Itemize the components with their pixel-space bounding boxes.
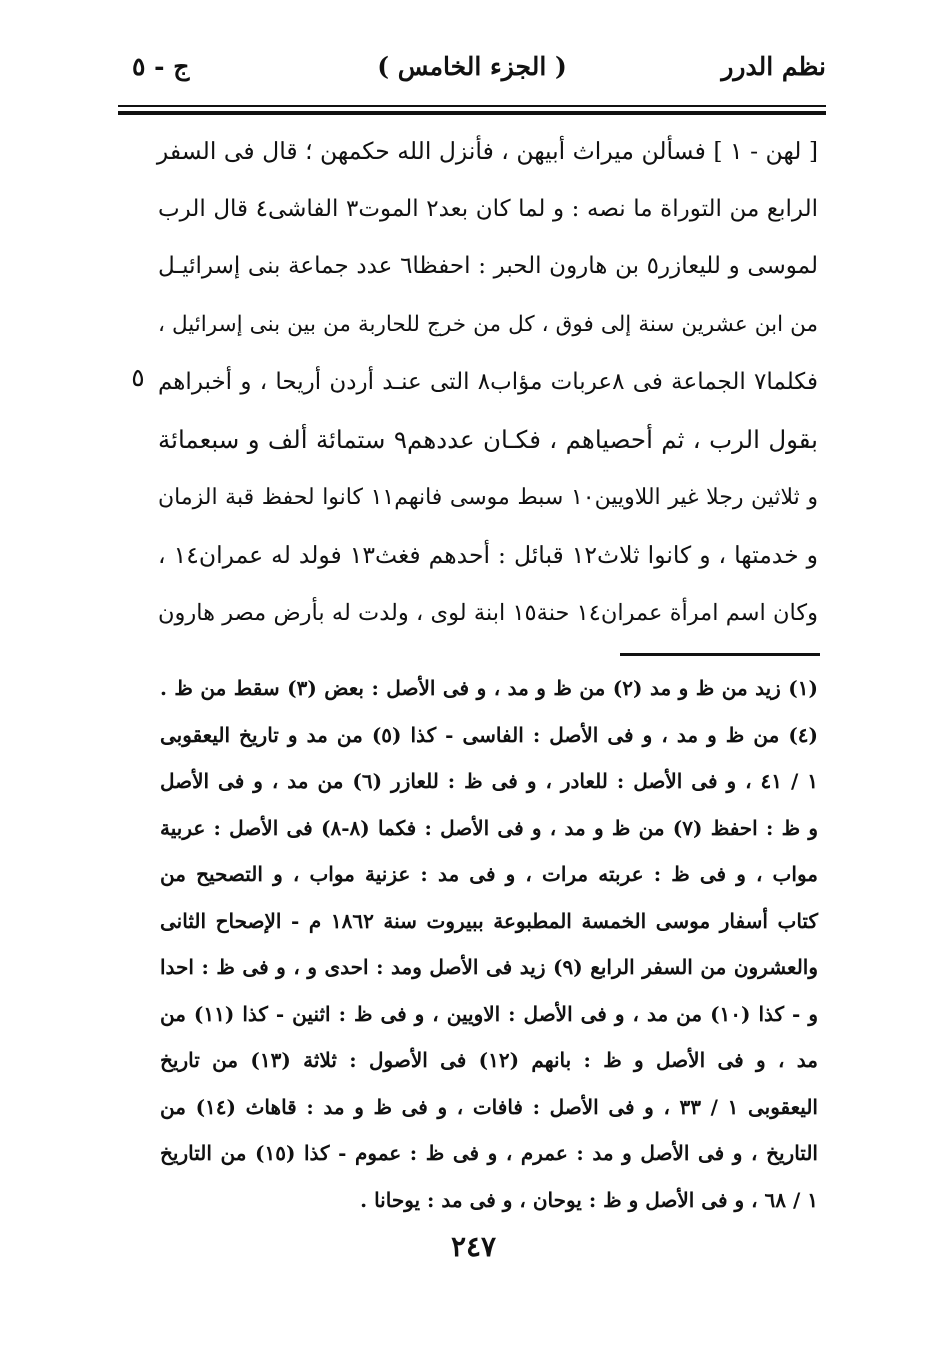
text-line: الرابع من التوراة ما نصه : و لما كان بعد٢ الموت٣ الفاشى٤ قال الرب	[158, 195, 819, 222]
footnote-line: مد ، و فى الأصل و ظ : بانهم (١٢) فى الأصول : ثلاثة (١٣) من تاريخ	[160, 1048, 818, 1072]
footnote-line: (٤) من ظ و مد ، و فى الأصل : الفاسى - كذا (٥) من مد و تاريخ اليعقوبى	[160, 722, 819, 747]
footnote-line: ١ / ٤١ ، و فى الأصل : للعادر ، و فى ظ : للعازر (٦) من مد ، و فى الأصل	[160, 769, 819, 793]
text-line: فكلما٧ الجماعة فى ٨عربات مؤاب٨ التى عنـد أردن أريحا ، و أخبراهم	[158, 368, 819, 395]
footnote-line: و ظ : احفظ (٧) من ظ و مد ، و فى الأصل : فكما (٨-٨) فى الأصل : عربية	[160, 815, 818, 840]
volume-label: ج - ٥	[132, 52, 190, 81]
footnote-line: والعشرون من السفر الرابع (٩) زيد فى الأصل ومد : احدى و ، و فى ظ : احدا	[160, 955, 818, 979]
text-line: وكان اسم امرأة عمران١٤ حنة١٥ ابنة لوى ، ولدت له بأرض مصر هارون	[158, 599, 818, 626]
footnotes	[160, 665, 818, 1223]
footnote-line: و - كذا (١٠) من مد ، و فى الأصل : الاويين ، و فى ظ : اثنين - كذا (١١) من	[160, 1001, 818, 1026]
book-title: نظم الدرر	[721, 52, 826, 81]
footnote-line: اليعقوبى ١ / ٣٣ ، و فى الأصل : فافات ، و فى ظ و مد : قاهاث (١٤) من	[160, 1094, 818, 1119]
text-line: من ابن عشرين سنة إلى فوق ، كل من خرج للحاربة من بين بنى إسرائيل ،	[158, 312, 818, 338]
text-line: [ لهن - ١ ] فسألن ميراث أبيهن ، فأنزل الله حكمهن ؛ قال فى السفر	[156, 137, 818, 165]
footnote-line: التاريخ ، و فى الأصل و مد : عمرم ، و فى ظ : عموم - كذا (١٥) من التاريخ	[160, 1141, 818, 1165]
footnote-line: (١) زيد من ظ و مد (٢) من ظ و مد ، و فى الأصل : بعض (٣) سقط من ظ .	[160, 676, 818, 700]
footnote-separator	[620, 653, 820, 656]
text-line: و ثلاثين رجلا غير اللاويين١٠ سبط موسى فانهم١١ كانوا لحفظ قبة الزمان	[158, 485, 818, 511]
text-line: و خدمتها ، و كانوا ثلاث١٢ قبائل : أحدهم فغث١٣ فولد له عمران١٤ ،	[158, 540, 818, 569]
text-line: لموسى و لليعازر٥ بن هارون الحبر : احفظا٦ عدد جماعة بنى إسرائيـل	[158, 253, 818, 280]
page-number: ٢٤٧	[450, 1230, 497, 1263]
part-title: ( الجزء الخامس )	[377, 52, 567, 81]
footnote-line: كتاب أسفار موسى الخمسة المطبوعة ببيروت سنة ١٨٦٢ م - الإصحاح الثانى	[160, 908, 818, 933]
running-header	[118, 52, 826, 96]
header-rule-thick	[118, 111, 826, 115]
main-text	[158, 123, 818, 642]
line-number-marker: ٥	[131, 363, 145, 392]
footnote-line: مواب ، و فى ظ : عربته مرات ، و فى مد : عزنية مواب ، و التصحيح من	[160, 862, 818, 886]
header-rule-thin	[118, 105, 826, 107]
footnote-line: ١ / ٦٨ ، و فى الأصل و ظ : يوحان ، و فى مد : يوحانا .	[360, 1187, 818, 1212]
text-line: بقول الرب ، ثم أحصياهم ، فكـان عددهم٩ ستمائة ألف و سبعمائة	[158, 425, 818, 455]
